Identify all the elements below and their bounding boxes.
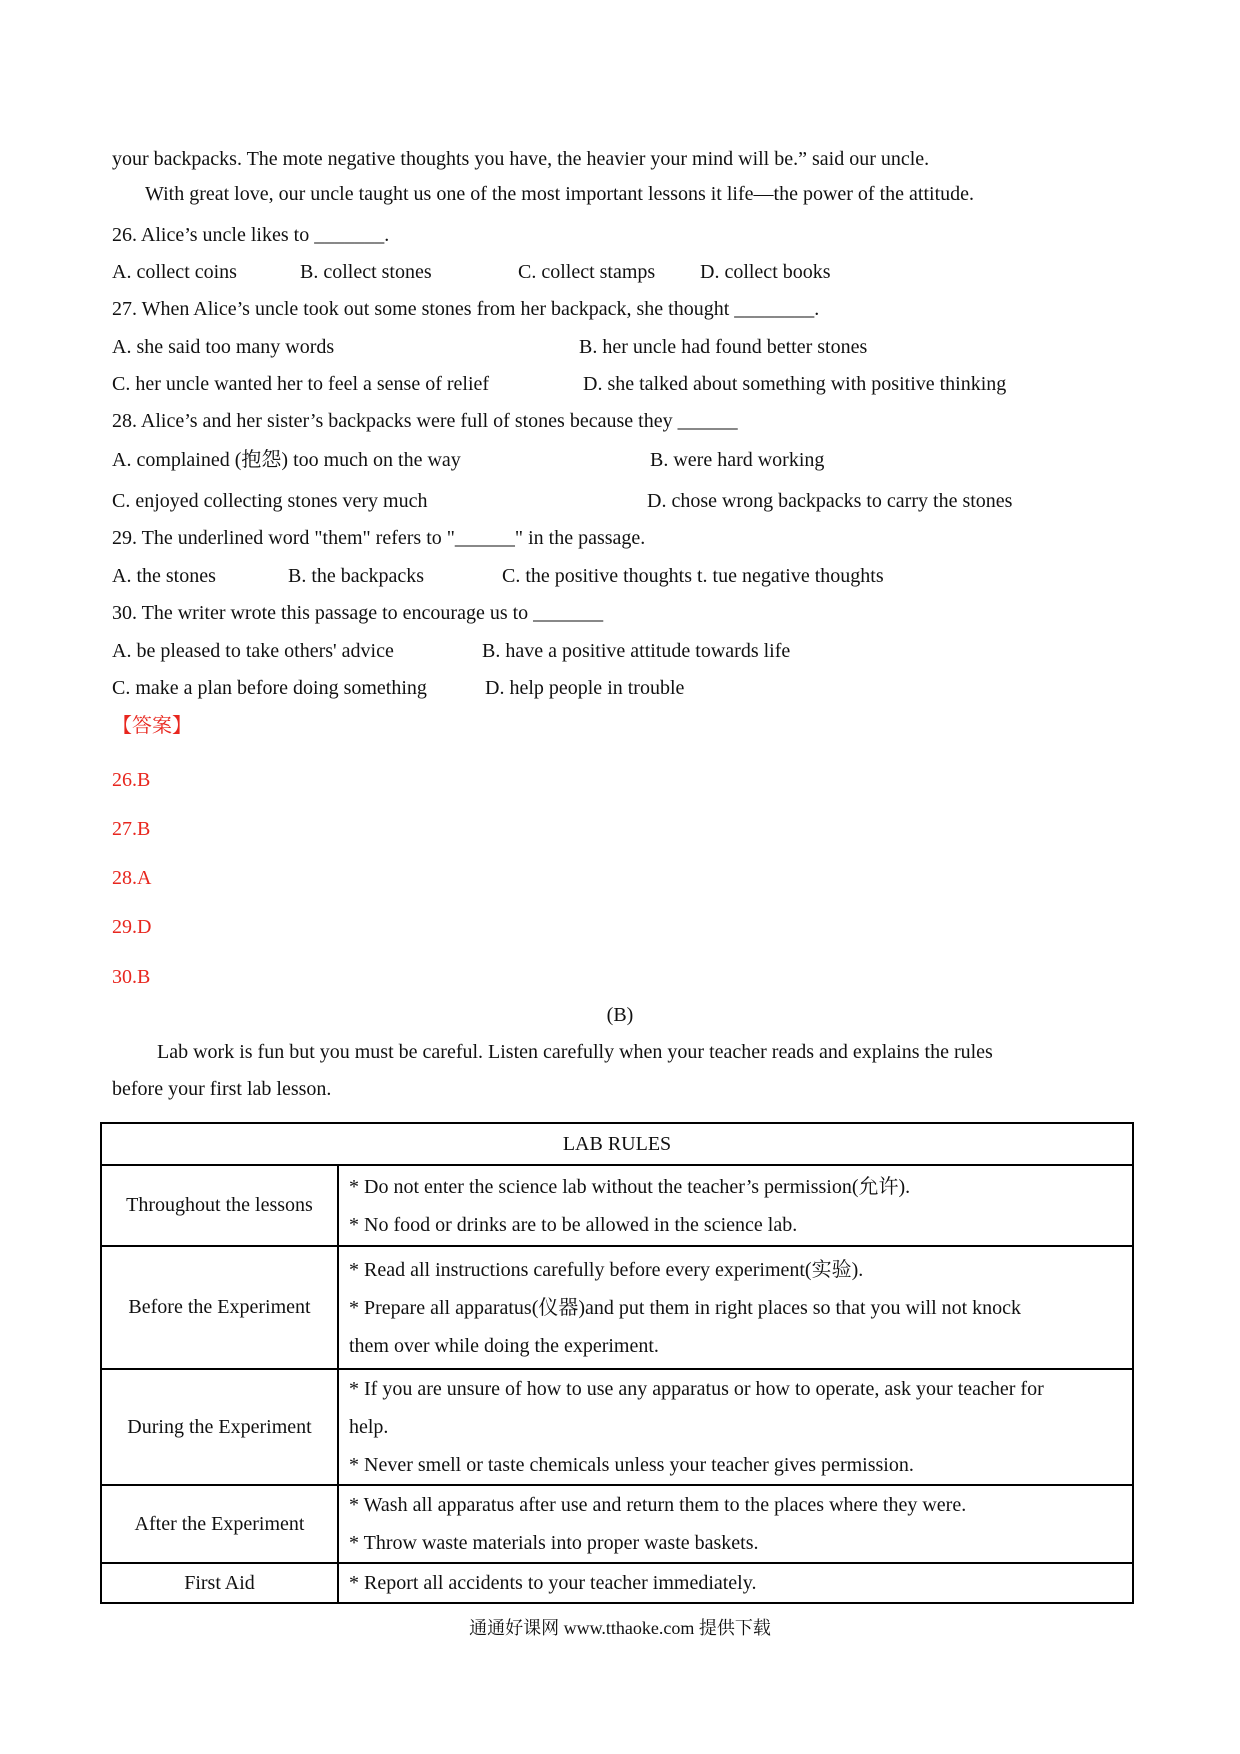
rule-cell — [338, 1369, 1133, 1485]
answer-option: C. enjoyed collecting stones very much — [112, 490, 428, 512]
answer-option: B. the backpacks — [288, 565, 425, 587]
table-row — [101, 1485, 1133, 1563]
answer-option: A. the stones — [112, 565, 216, 587]
page-footer: 通通好课网 www.tthaoke.com 提供下载 — [469, 1618, 771, 1638]
answer-option: B. her uncle had found better stones — [579, 336, 868, 358]
table-row — [101, 1246, 1133, 1369]
answer-option: A. she said too many words — [112, 336, 335, 358]
rule-text: * Report all accidents to your teacher immediately. — [349, 1572, 757, 1594]
lab-rules-table — [100, 1122, 1134, 1604]
rule-category: Throughout the lessons — [101, 1165, 338, 1246]
answer-item: 26.B — [112, 769, 151, 791]
answer-option: D. chose wrong backpacks to carry the stones — [647, 490, 1013, 512]
answer-option: B. were hard working — [650, 449, 825, 471]
question-stem: 30. The writer wrote this passage to encourage us to _______ — [112, 602, 604, 624]
rule-text: * Never smell or taste chemicals unless your teacher gives permission. — [349, 1454, 914, 1476]
rule-category: After the Experiment — [101, 1485, 338, 1563]
question-stem: 27. When Alice’s uncle took out some stones from her backpack, she thought ________. — [112, 298, 820, 320]
answer-option: C. her uncle wanted her to feel a sense of relief — [112, 373, 490, 395]
answer-option: B. have a positive attitude towards life — [482, 640, 791, 662]
answer-option: C. make a plan before doing something — [112, 677, 427, 699]
rule-cell — [338, 1246, 1133, 1369]
table-row — [101, 1165, 1133, 1246]
section-intro: Lab work is fun but you must be careful. Listen carefully when your teacher reads and explains the rules — [157, 1041, 993, 1063]
passage-line: With great love, our uncle taught us one of the most important lessons it life—the power of the attitude. — [145, 183, 975, 205]
answer-item: 29.D — [112, 916, 152, 938]
table-row — [101, 1369, 1133, 1485]
section-label: (B) — [606, 1004, 634, 1026]
answer-option: B. collect stones — [300, 261, 432, 283]
rule-text: * Wash all apparatus after use and return them to the places where they were. — [349, 1494, 967, 1516]
answer-option: A. collect coins — [112, 261, 237, 283]
answers-heading: 【答案】 — [112, 715, 192, 737]
answer-option: A. be pleased to take others' advice — [112, 640, 394, 662]
answer-item: 30.B — [112, 966, 151, 988]
rule-text: help. — [349, 1416, 389, 1438]
rule-cell — [338, 1563, 1133, 1603]
question-stem: 28. Alice’s and her sister’s backpacks were full of stones because they ______ — [112, 410, 738, 432]
rule-text: * Do not enter the science lab without the teacher’s permission(允许). — [349, 1175, 911, 1198]
answer-option: C. collect stamps — [518, 261, 656, 283]
rule-category: First Aid — [101, 1563, 338, 1603]
rule-category: Before the Experiment — [101, 1246, 338, 1369]
answer-option: D. she talked about something with positive thinking — [583, 373, 1007, 395]
rule-text: them over while doing the experiment. — [349, 1334, 659, 1357]
rule-cell — [338, 1485, 1133, 1563]
table-title: LAB RULES — [101, 1123, 1133, 1165]
table-row — [101, 1563, 1133, 1603]
question-stem: 26. Alice’s uncle likes to _______. — [112, 224, 390, 246]
rule-category: During the Experiment — [101, 1369, 338, 1485]
answer-option: A. complained (抱怨) too much on the way — [112, 449, 461, 471]
answer-item: 28.A — [112, 867, 152, 889]
rule-cell — [338, 1165, 1133, 1246]
answer-item: 27.B — [112, 818, 151, 840]
passage-line: your backpacks. The mote negative thoughts you have, the heavier your mind will be.” said our uncle. — [112, 148, 930, 170]
table-header-row — [101, 1123, 1133, 1165]
answer-option: D. collect books — [700, 261, 831, 283]
rule-text: * Throw waste materials into proper waste baskets. — [349, 1532, 759, 1554]
rule-text: * Read all instructions carefully before every experiment(实验). — [349, 1258, 864, 1281]
rule-text: * If you are unsure of how to use any apparatus or how to operate, ask your teacher for — [349, 1378, 1044, 1400]
question-stem: 29. The underlined word "them" refers to "______" in the passage. — [112, 527, 646, 549]
answer-option: C. the positive thoughts t. tue negative thoughts — [502, 565, 884, 587]
answer-option: D. help people in trouble — [485, 677, 685, 699]
rule-text: * No food or drinks are to be allowed in the science lab. — [349, 1213, 798, 1236]
rule-text: * Prepare all apparatus(仪器)and put them in right places so that you will not knock — [349, 1296, 1022, 1319]
section-intro: before your first lab lesson. — [112, 1078, 332, 1100]
